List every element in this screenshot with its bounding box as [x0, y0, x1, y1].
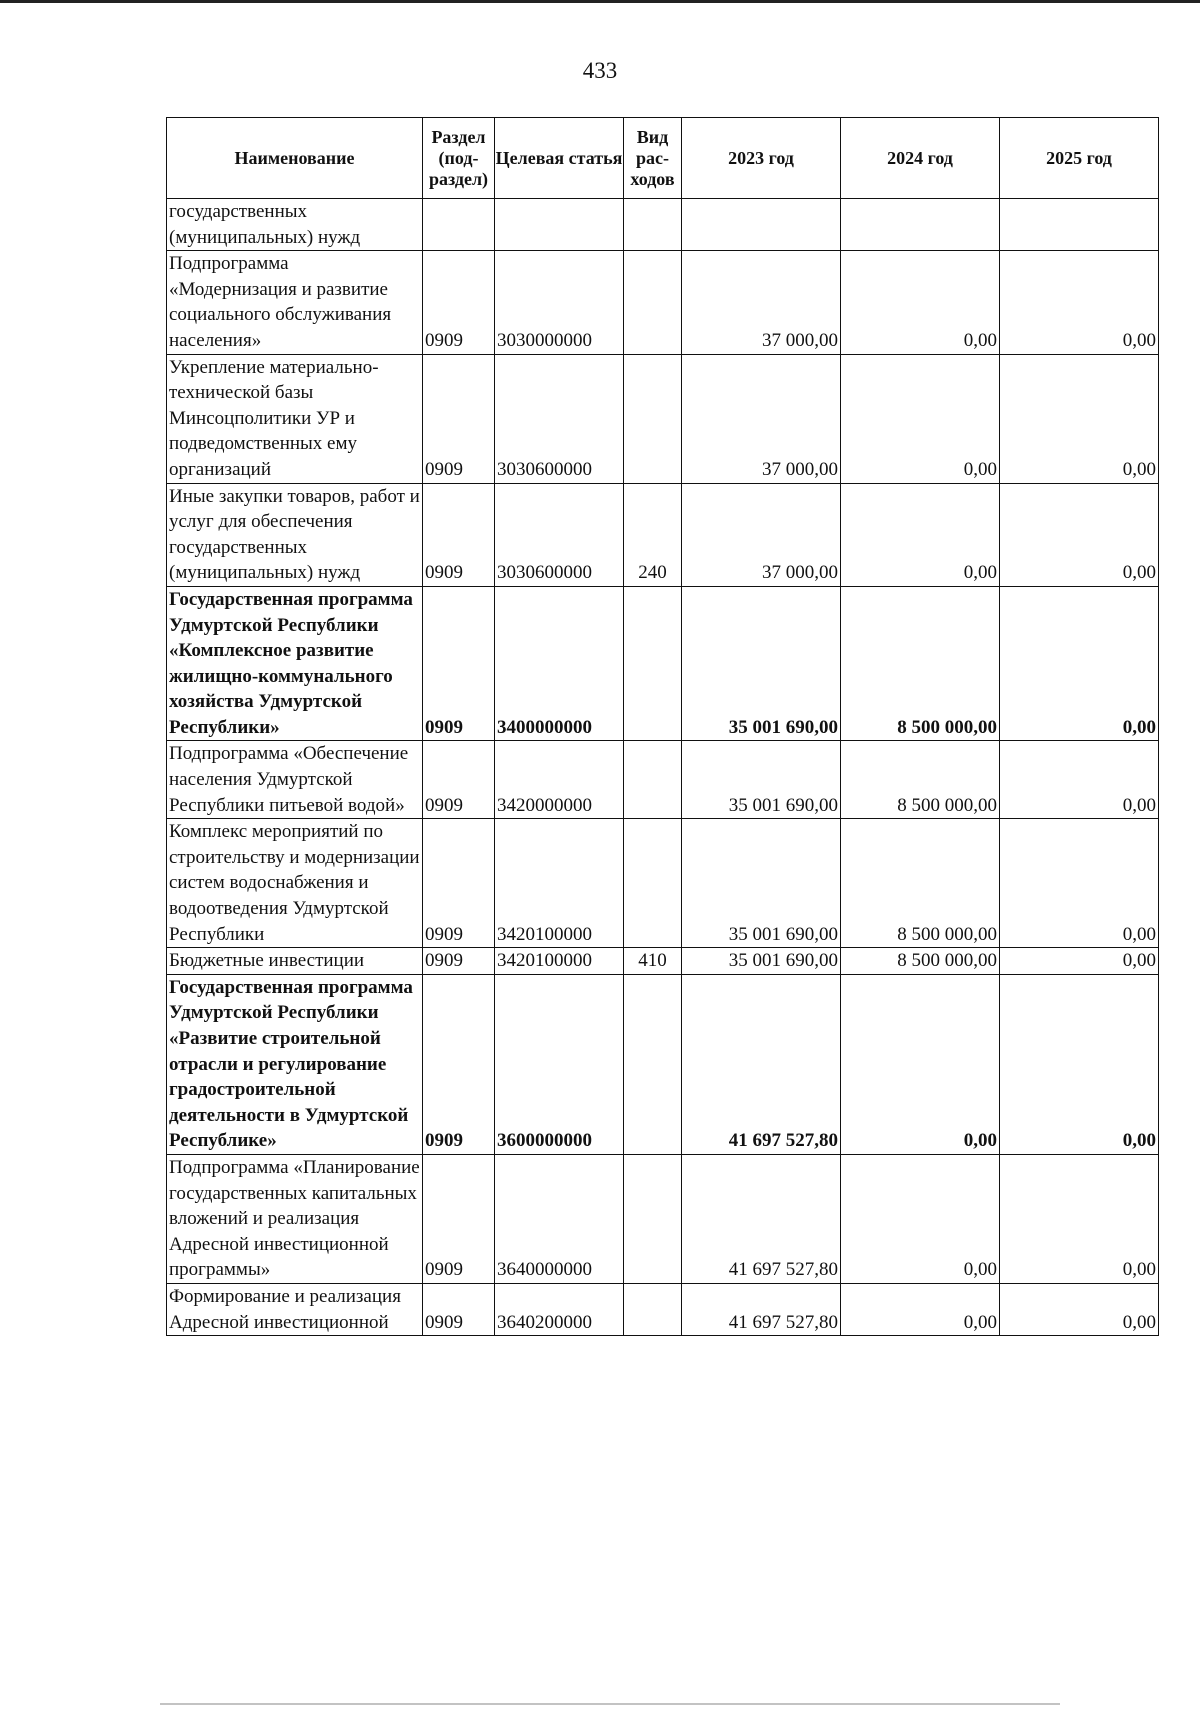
cell-2023: 41 697 527,80 [682, 974, 841, 1154]
cell-2023: 35 001 690,00 [682, 586, 841, 741]
scan-bottom-edge [160, 1703, 1060, 1705]
table-row [167, 586, 1159, 741]
cell-2023: 35 001 690,00 [682, 948, 841, 975]
cell-name: Формирование и реализация Адресной инвестиционной [167, 1283, 423, 1335]
table-row [167, 974, 1159, 1154]
cell-target: 3420000000 [495, 741, 624, 819]
cell-target: 3640200000 [495, 1283, 624, 1335]
cell-name: государственных (муниципальных) нужд [167, 199, 423, 251]
header-target: Целевая статья [495, 118, 624, 199]
header-name: Наименование [167, 118, 423, 199]
cell-2024: 8 500 000,00 [841, 586, 1000, 741]
cell-target: 3600000000 [495, 974, 624, 1154]
cell-name: Укрепление материально-технической базы Минсоцполитики УР и подведомственных ему организаций [167, 354, 423, 483]
cell-target: 3030600000 [495, 483, 624, 586]
cell-2023: 41 697 527,80 [682, 1283, 841, 1335]
cell-name: Подпрограмма «Модернизация и развитие социального обслуживания населения» [167, 251, 423, 354]
cell-section: 0909 [423, 354, 495, 483]
cell-2025 [1000, 199, 1159, 251]
cell-2024: 0,00 [841, 483, 1000, 586]
cell-kind [624, 354, 682, 483]
cell-name: Государственная программа Удмуртской Республики «Развитие строительной отрасли и регулирование градостроительной деятельности в Удмуртской Республике» [167, 974, 423, 1154]
cell-kind [624, 1154, 682, 1283]
cell-name: Бюджетные инвестиции [167, 948, 423, 975]
table-row [167, 948, 1159, 975]
cell-target: 3030000000 [495, 251, 624, 354]
cell-2024: 8 500 000,00 [841, 819, 1000, 948]
cell-2025: 0,00 [1000, 1154, 1159, 1283]
cell-name: Иные закупки товаров, работ и услуг для обеспечения государственных (муниципальных) нужд [167, 483, 423, 586]
table-row [167, 483, 1159, 586]
cell-target: 3640000000 [495, 1154, 624, 1283]
cell-2024: 8 500 000,00 [841, 948, 1000, 975]
cell-kind [624, 819, 682, 948]
cell-2024 [841, 199, 1000, 251]
table-row [167, 741, 1159, 819]
cell-2023: 35 001 690,00 [682, 819, 841, 948]
table-row [167, 1154, 1159, 1283]
cell-2024: 0,00 [841, 1154, 1000, 1283]
cell-kind [624, 741, 682, 819]
header-2024: 2024 год [841, 118, 1000, 199]
cell-section [423, 199, 495, 251]
cell-kind: 410 [624, 948, 682, 975]
page-number: 433 [582, 58, 618, 83]
cell-2023: 37 000,00 [682, 251, 841, 354]
cell-2023 [682, 199, 841, 251]
cell-2025: 0,00 [1000, 354, 1159, 483]
cell-section: 0909 [423, 586, 495, 741]
cell-2024: 0,00 [841, 354, 1000, 483]
cell-target: 3420100000 [495, 948, 624, 975]
cell-section: 0909 [423, 741, 495, 819]
cell-section: 0909 [423, 1154, 495, 1283]
cell-2024: 0,00 [841, 974, 1000, 1154]
cell-2025: 0,00 [1000, 741, 1159, 819]
cell-2025: 0,00 [1000, 1283, 1159, 1335]
cell-2025: 0,00 [1000, 586, 1159, 741]
cell-kind [624, 199, 682, 251]
cell-target: 3400000000 [495, 586, 624, 741]
cell-2025: 0,00 [1000, 948, 1159, 975]
cell-2023: 37 000,00 [682, 354, 841, 483]
scan-top-edge [0, 0, 1200, 3]
table-row [167, 819, 1159, 948]
cell-2025: 0,00 [1000, 819, 1159, 948]
cell-2023: 41 697 527,80 [682, 1154, 841, 1283]
cell-kind [624, 974, 682, 1154]
cell-section: 0909 [423, 1283, 495, 1335]
table-row [167, 199, 1159, 251]
table-row [167, 354, 1159, 483]
table-row [167, 251, 1159, 354]
cell-section: 0909 [423, 974, 495, 1154]
cell-section: 0909 [423, 483, 495, 586]
cell-2025: 0,00 [1000, 251, 1159, 354]
cell-2025: 0,00 [1000, 974, 1159, 1154]
cell-2024: 0,00 [841, 1283, 1000, 1335]
header-kind: Вид рас-ходов [624, 118, 682, 199]
cell-name: Государственная программа Удмуртской Республики «Комплексное развитие жилищно-коммунального хозяйства Удмуртской Республики» [167, 586, 423, 741]
cell-section: 0909 [423, 948, 495, 975]
cell-section: 0909 [423, 819, 495, 948]
cell-2024: 8 500 000,00 [841, 741, 1000, 819]
table-row [167, 1283, 1159, 1335]
cell-2025: 0,00 [1000, 483, 1159, 586]
cell-name: Подпрограмма «Обеспечение населения Удмуртской Республики питьевой водой» [167, 741, 423, 819]
header-2023: 2023 год [682, 118, 841, 199]
header-2025: 2025 год [1000, 118, 1159, 199]
header-section: Раздел (под-раздел) [423, 118, 495, 199]
budget-table [166, 117, 1159, 1336]
cell-target: 3030600000 [495, 354, 624, 483]
table-header-row [167, 118, 1159, 199]
cell-target: 3420100000 [495, 819, 624, 948]
cell-kind [624, 586, 682, 741]
cell-target [495, 199, 624, 251]
cell-2024: 0,00 [841, 251, 1000, 354]
cell-kind: 240 [624, 483, 682, 586]
cell-name: Подпрограмма «Планирование государственных капитальных вложений и реализация Адресной инвестиционной программы» [167, 1154, 423, 1283]
cell-kind [624, 251, 682, 354]
cell-2023: 35 001 690,00 [682, 741, 841, 819]
cell-section: 0909 [423, 251, 495, 354]
cell-2023: 37 000,00 [682, 483, 841, 586]
cell-kind [624, 1283, 682, 1335]
cell-name: Комплекс мероприятий по строительству и модернизации систем водоснабжения и водоотведения Удмуртской Республики [167, 819, 423, 948]
